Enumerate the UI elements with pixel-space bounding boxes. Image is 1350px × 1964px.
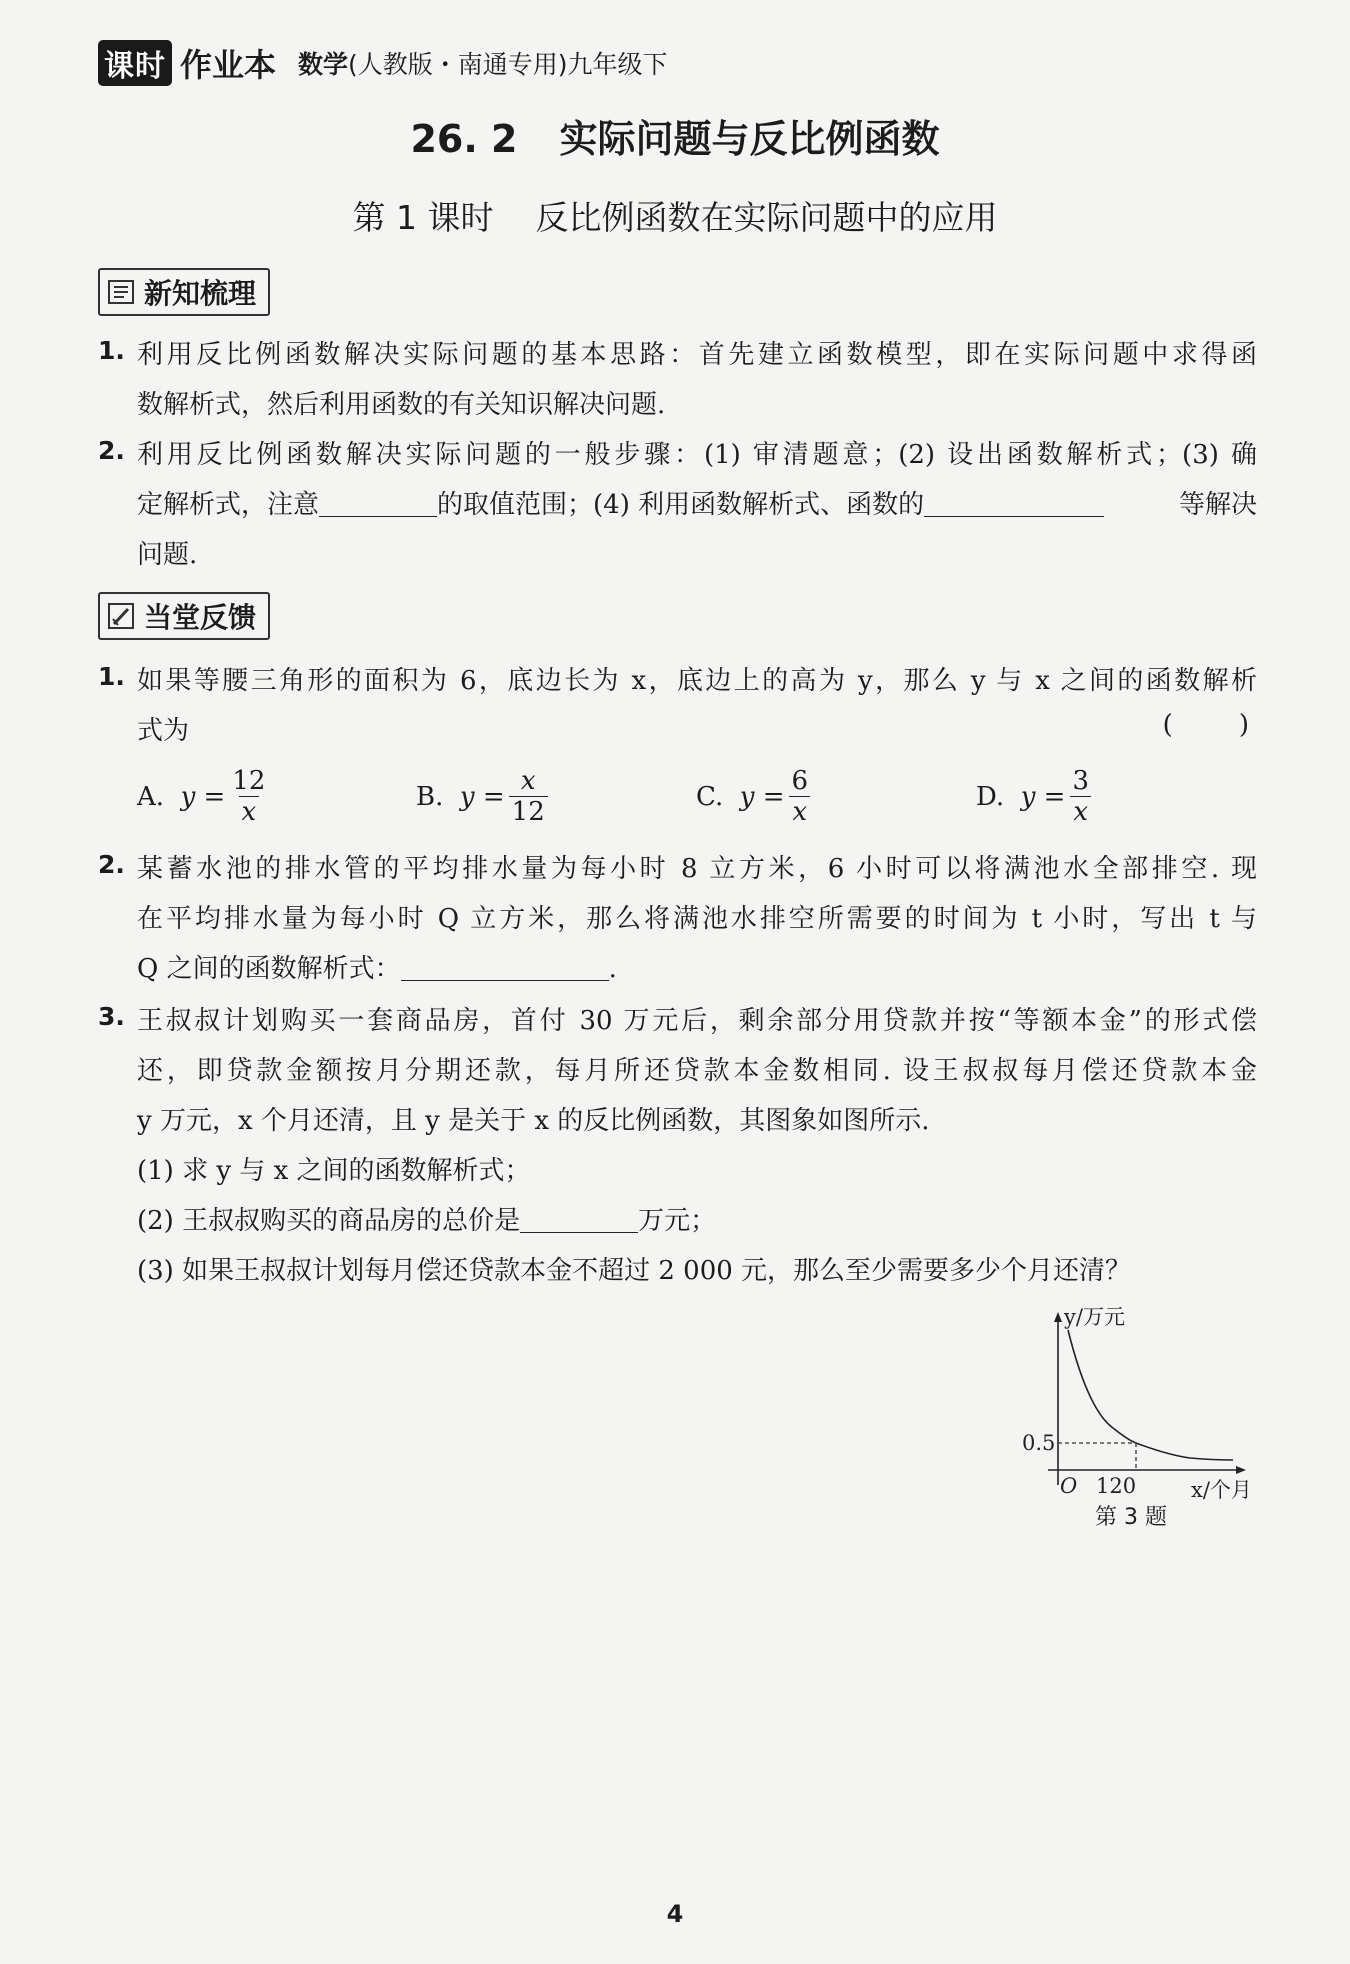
section-tag-feedback bbox=[98, 592, 270, 640]
y-tick-label: 0.5 bbox=[1022, 1431, 1056, 1455]
option-lhs: y = bbox=[459, 781, 505, 812]
numerator: x bbox=[520, 766, 536, 796]
inverse-curve bbox=[1068, 1330, 1233, 1460]
option-lhs: y = bbox=[1020, 781, 1066, 812]
option-a[interactable] bbox=[137, 766, 268, 827]
item2-line3: 问题. bbox=[137, 540, 198, 570]
option-label: A. bbox=[137, 781, 165, 812]
answer-blank[interactable] bbox=[520, 1205, 638, 1233]
fraction bbox=[509, 766, 548, 827]
item2-text-a: 定解析式，注意 bbox=[137, 490, 320, 520]
q1-text: 式为 bbox=[137, 716, 190, 746]
subject-info bbox=[298, 45, 668, 81]
origin-label: O bbox=[1060, 1474, 1078, 1498]
item1-line1: 利用反比例函数解决实际问题的基本思路：首先建立函数模型，即在实际问题中求得函 bbox=[137, 340, 1257, 370]
function-graph bbox=[1008, 1300, 1288, 1500]
option-b[interactable] bbox=[416, 766, 548, 827]
item1-line2: 数解析式，然后利用函数的有关知识解决问题. bbox=[137, 390, 666, 420]
q2-text: Q 之间的函数解析式： bbox=[137, 954, 401, 984]
option-d[interactable] bbox=[976, 766, 1092, 827]
q2-line1: 某蓄水池的排水管的平均排水量为每小时 8 立方米，6 小时可以将满池水全部排空. 现 bbox=[137, 854, 1257, 884]
section-tag-label: 当堂反馈 bbox=[144, 601, 257, 634]
fraction bbox=[789, 766, 812, 827]
q3-sub1: (1) 求 y 与 x 之间的函数解析式； bbox=[137, 1156, 531, 1186]
y-axis-arrow bbox=[1054, 1312, 1062, 1322]
numerator: 6 bbox=[791, 766, 809, 796]
section-number: 26. 2 bbox=[410, 117, 518, 161]
item-number: 1. bbox=[98, 336, 125, 365]
q2-line3 bbox=[137, 948, 1257, 985]
q3-sub2-text: (2) 王叔叔购买的商品房的总价是 bbox=[137, 1206, 521, 1236]
numerator: 3 bbox=[1072, 766, 1090, 796]
q1-line2 bbox=[137, 710, 1257, 747]
y-axis-label: y/万元 bbox=[1064, 1305, 1125, 1329]
section-title bbox=[0, 108, 1350, 163]
q3-line2: 还，即贷款金额按月分期还款，每月所还贷款本金数相同. 设王叔叔每月偿还贷款本金 bbox=[137, 1056, 1257, 1086]
item2-text-c: 等解决 bbox=[1178, 490, 1257, 520]
q3-sub3: (3) 如果王叔叔计划每月偿还贷款本金不超过 2 000 元，那么至少需要多少个月还清？ bbox=[137, 1256, 1132, 1286]
q3-sub2 bbox=[137, 1200, 1257, 1237]
answer-blank[interactable] bbox=[401, 953, 609, 981]
q2-line2: 在平均排水量为每小时 Q 立方米，那么将满池水排空所需要的时间为 t 小时，写出 t 与 bbox=[137, 904, 1257, 934]
subject-edition: (人教版・南通专用)九年级下 bbox=[348, 50, 668, 79]
q3-sub2-unit: 万元； bbox=[638, 1206, 717, 1236]
section-tag-label: 新知梳理 bbox=[144, 277, 257, 310]
section-title-text: 实际问题与反比例函数 bbox=[559, 117, 940, 161]
q1-line1: 如果等腰三角形的面积为 6，底边长为 x，底边上的高为 y，那么 y 与 x 之间的函数解析 bbox=[137, 666, 1257, 696]
numerator: 12 bbox=[232, 766, 266, 796]
denominator: x bbox=[789, 796, 810, 827]
item-number: 2. bbox=[98, 436, 125, 465]
lesson-number: 第 1 课时 bbox=[352, 198, 494, 237]
lesson-title-text: 反比例函数在实际问题中的应用 bbox=[535, 198, 998, 237]
item2-line1: 利用反比例函数解决实际问题的一般步骤：(1) 审清题意；(2) 设出函数解析式；(3) 确 bbox=[137, 440, 1257, 470]
figure-caption: 第 3 题 bbox=[1095, 1505, 1167, 1530]
book-icon bbox=[106, 277, 136, 307]
pencil-icon bbox=[106, 601, 136, 631]
x-axis-label: x/个月 bbox=[1191, 1478, 1252, 1500]
item2-text-b: 的取值范围；(4) 利用函数解析式、函数的 bbox=[437, 490, 925, 520]
q3-line3: y 万元，x 个月还清，且 y 是关于 x 的反比例函数，其图象如图所示. bbox=[137, 1106, 930, 1136]
option-label: C. bbox=[696, 781, 724, 812]
option-label: D. bbox=[976, 781, 1005, 812]
q3-line1: 王叔叔计划购买一套商品房，首付 30 万元后，剩余部分用贷款并按“等额本金”的形式偿 bbox=[137, 1006, 1257, 1036]
section-tag-new-knowledge bbox=[98, 268, 270, 316]
question-number: 1. bbox=[98, 662, 125, 691]
option-lhs: y = bbox=[180, 781, 226, 812]
option-label: B. bbox=[416, 781, 444, 812]
page-number: 4 bbox=[666, 1900, 684, 1928]
fraction bbox=[1069, 766, 1092, 827]
question-number: 3. bbox=[98, 1002, 125, 1031]
series-name: 作业本 bbox=[180, 46, 277, 84]
answer-paren[interactable]: ( ) bbox=[1162, 710, 1249, 740]
x-axis-arrow bbox=[1236, 1466, 1246, 1474]
fraction bbox=[229, 766, 268, 827]
x-tick-label: 120 bbox=[1096, 1474, 1137, 1498]
answer-blank[interactable] bbox=[924, 489, 1104, 517]
question-number: 2. bbox=[98, 850, 125, 879]
option-c[interactable] bbox=[696, 766, 811, 827]
lesson-title bbox=[0, 192, 1350, 239]
denominator: 12 bbox=[509, 796, 548, 827]
book-header bbox=[98, 40, 668, 86]
brand-logo: 课时 bbox=[98, 40, 172, 86]
denominator: x bbox=[1070, 796, 1091, 827]
subject-name: 数学 bbox=[298, 50, 349, 79]
option-lhs: y = bbox=[739, 781, 785, 812]
item2-line2 bbox=[137, 484, 1257, 521]
denominator: x bbox=[239, 796, 260, 827]
answer-blank[interactable] bbox=[319, 489, 437, 517]
q2-period: . bbox=[608, 954, 617, 984]
